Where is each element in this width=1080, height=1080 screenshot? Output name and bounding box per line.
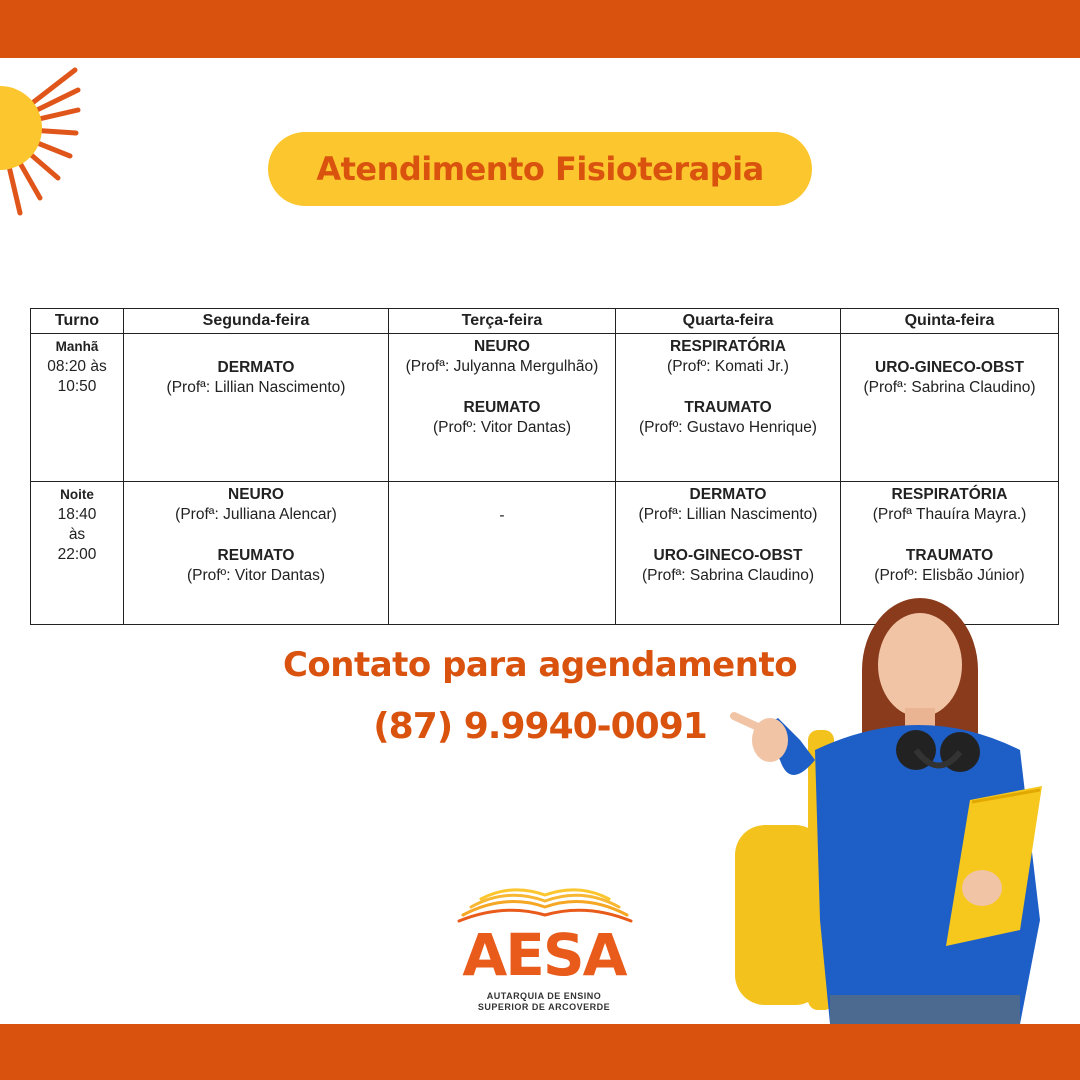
aesa-logo (455, 885, 635, 1015)
turno-time: 08:20 às (47, 358, 107, 375)
professor-label: (Profº: Elisbão Júnior) (874, 567, 1025, 584)
header-thursday: Quinta-feira (841, 309, 1059, 334)
student-illustration (720, 590, 1060, 1024)
open-book-icon (455, 885, 635, 925)
subject-label: NEURO (228, 486, 284, 503)
cell-morning-thursday (841, 334, 1059, 482)
professor-label: (Profª: Julyanna Mergulhão) (405, 358, 599, 375)
subject-label: REUMATO (217, 547, 295, 564)
turno-time: 18:40 (57, 506, 97, 523)
contact-phone: (87) 9.9940-0091 (373, 706, 707, 747)
cell-night-tuesday (389, 482, 616, 625)
turno-time: 22:00 (57, 546, 97, 563)
table-header-row (31, 309, 1059, 334)
subject-label: RESPIRATÓRIA (670, 338, 786, 355)
subject-label: URO-GINECO-OBST (875, 359, 1024, 376)
cell-morning-tuesday (389, 334, 616, 482)
top-orange-band (0, 0, 1080, 58)
professor-label: (Profº: Komati Jr.) (667, 358, 789, 375)
turno-name: Noite (60, 487, 94, 502)
professor-label: (Profª: Julliana Alencar) (175, 506, 337, 523)
professor-label: (Profª: Lillian Nascimento) (638, 506, 818, 523)
subject-label: DERMATO (217, 359, 295, 376)
logo-brand: AESA (462, 921, 626, 989)
subject-label: URO-GINECO-OBST (653, 547, 803, 564)
table-row-morning (31, 334, 1059, 482)
contact-label: Contato para agendamento (282, 645, 798, 685)
header-turno: Turno (31, 309, 124, 334)
subject-label: DERMATO (689, 486, 767, 503)
turno-cell-night (31, 482, 124, 625)
cell-morning-wednesday (616, 334, 841, 482)
professor-label: (Profª: Sabrina Claudino) (641, 567, 814, 584)
bottom-orange-band (0, 1024, 1080, 1080)
subject-label: TRAUMATO (905, 547, 994, 564)
subject-label: RESPIRATÓRIA (891, 486, 1008, 503)
empty-marker: - (499, 507, 505, 524)
header-wednesday: Quarta-feira (616, 309, 841, 334)
cell-morning-monday (124, 334, 389, 482)
professor-label: (Profº: Vitor Dantas) (186, 567, 326, 584)
schedule-table (30, 308, 1059, 625)
header-tuesday: Terça-feira (389, 309, 616, 334)
professor-label: (Profª Thauíra Mayra.) (872, 506, 1027, 523)
turno-time: 10:50 (57, 378, 97, 395)
professor-label: (Profª: Sabrina Claudino) (863, 379, 1036, 396)
turno-name: Manhã (55, 339, 99, 354)
professor-label: (Profª: Lillian Nascimento) (166, 379, 346, 396)
professor-label: (Profº: Vitor Dantas) (432, 419, 572, 436)
sun-decoration (0, 38, 90, 238)
page-title: Atendimento Fisioterapia (316, 150, 764, 188)
logo-subtitle: AUTARQUIA DE ENSINO (486, 991, 602, 1001)
subject-label: NEURO (474, 338, 530, 355)
professor-label: (Profº: Gustavo Henrique) (639, 419, 817, 436)
cell-night-monday (124, 482, 389, 625)
turno-time: às (68, 526, 86, 543)
subject-label: TRAUMATO (684, 399, 772, 416)
logo-subtitle: SUPERIOR DE ARCOVERDE (477, 1002, 611, 1012)
subject-label: REUMATO (463, 399, 541, 416)
turno-cell-morning (31, 334, 124, 482)
title-banner (268, 132, 812, 206)
header-monday: Segunda-feira (124, 309, 389, 334)
